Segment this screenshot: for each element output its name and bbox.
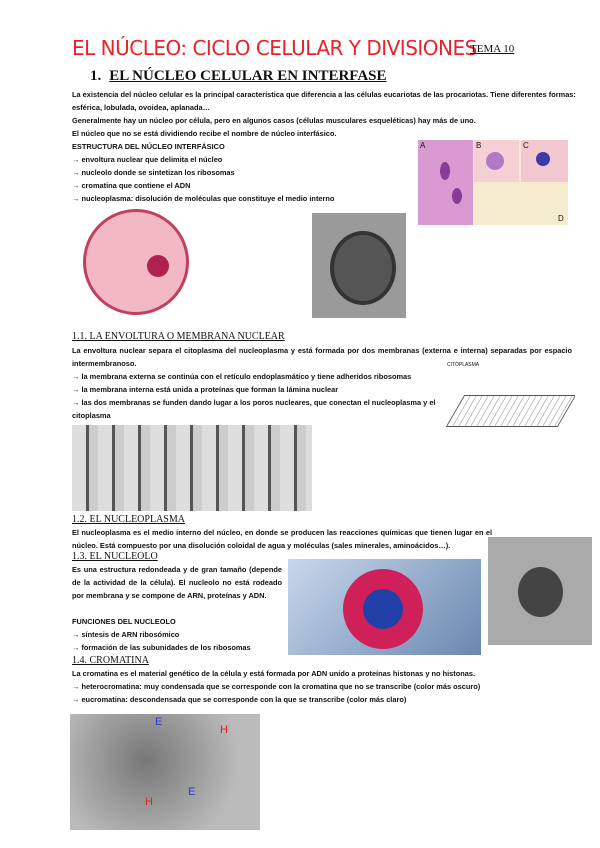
paragraph: El núcleo que no se está dividiendo recibe el nombre de núcleo interfásico. xyxy=(72,129,337,138)
label-h: H xyxy=(145,796,153,808)
nucleolus-functions xyxy=(72,615,292,654)
paragraph: La existencia del núcleo celular es la principal característica que diferencia a las células eucariotas de las procariotas. Tiene diferentes formas: esférica, lobulada, ovoidea, aplanada… xyxy=(72,90,576,112)
chromatin-micrograph xyxy=(70,714,260,830)
list-item: → envoltura nuclear que delimita el núcleo xyxy=(72,155,223,164)
section-title: EL NÚCLEO CELULAR EN INTERFASE xyxy=(109,68,387,84)
subsection-heading: 1.4. CROMATINA xyxy=(72,655,149,666)
label-c: C xyxy=(523,141,529,150)
paragraph: Es una estructura redondeada y de gran tamaño (depende de la actividad de la célula). El nucleolo no está rodeado por membrana y se compone de ARN, proteínas y ADN. xyxy=(72,565,282,600)
section-number: 1. xyxy=(90,68,102,84)
paragraph: Generalmente hay un núcleo por célula, pero en algunos casos (células musculares esqueléticas) hay más de uno. xyxy=(72,116,476,125)
label-d: D xyxy=(558,214,564,223)
nuclear-pores-micrograph xyxy=(72,425,312,511)
nucleus-diagram xyxy=(75,205,240,318)
paragraph: El nucleoplasma es el medio interno del núcleo, en donde se producen las reacciones químicas que tienen lugar en el núcleo. Está compuesto por una disolución coloidal de agua y moléculas (sales minerales, aminoácidos…). xyxy=(72,528,492,550)
subsection-heading: 1.3. EL NUCLEOLO xyxy=(72,551,158,562)
section-heading xyxy=(90,68,387,85)
label-e: E xyxy=(155,716,163,728)
subheading: FUNCIONES DEL NUCLEOLO xyxy=(72,617,176,626)
list-item: → nucleolo donde se sintetizan los ribosomas xyxy=(72,168,235,177)
cell-micrograph xyxy=(418,140,568,225)
list-item: → heterocromatina: muy condensada que se corresponde con la cromatina que no se transcribe (color más oscuro) xyxy=(72,682,481,691)
label-b: B xyxy=(476,141,482,150)
nuclear-envelope-diagram xyxy=(445,360,575,452)
list-item: → las dos membranas se funden dando lugar a los poros nucleares, que conectan el nucleoplasma y el citoplasma xyxy=(72,398,436,420)
nucleolus-illustration xyxy=(288,559,481,655)
list-item: → la membrana interna está unida a proteínas que forman la lámina nuclear xyxy=(72,385,339,394)
document-title: EL NÚCLEO: CICLO CELULAR Y DIVISIONES xyxy=(72,36,477,60)
subheading: ESTRUCTURA DEL NÚCLEO INTERFÁSICO xyxy=(72,142,225,151)
paragraph: La envoltura nuclear separa el citoplasma del nucleoplasma y está formada por dos membranas (externa e interna) separadas por espacio intermembranoso. xyxy=(72,346,572,368)
list-item: → formación de las subunidades de los ribosomas xyxy=(72,643,251,652)
diagram-label: CITOPLASMA xyxy=(447,362,480,368)
list-item: → la membrana externa se continúa con el retículo endoplasmático y tiene adheridos ribosomas xyxy=(72,372,412,381)
topic-number: TEMA 10 xyxy=(470,43,515,55)
nucleolus-micrograph xyxy=(488,537,592,645)
chromatin-text xyxy=(72,667,592,706)
list-item: → nucleoplasma: disolución de moléculas que constituye el medio interno xyxy=(72,194,335,203)
list-item: → cromatina que contiene el ADN xyxy=(72,181,191,190)
list-item: → eucromatina: descondensada que se corresponde con la que se transcribe (color más claro) xyxy=(72,695,407,704)
label-a: A xyxy=(420,141,426,150)
subsection-heading: 1.1. LA ENVOLTURA O MEMBRANA NUCLEAR xyxy=(72,331,285,342)
nucleus-electron-micrograph xyxy=(312,213,406,318)
subsection-heading: 1.2. EL NUCLEOPLASMA xyxy=(72,514,185,525)
membrane-list xyxy=(72,370,444,422)
label-e: E xyxy=(188,786,196,798)
paragraph: La cromatina es el material genético de la célula y está formada por ADN unido a proteínas histonas y no histonas. xyxy=(72,669,476,678)
list-item: → síntesis de ARN ribosómico xyxy=(72,630,180,639)
label-h: H xyxy=(220,724,228,736)
